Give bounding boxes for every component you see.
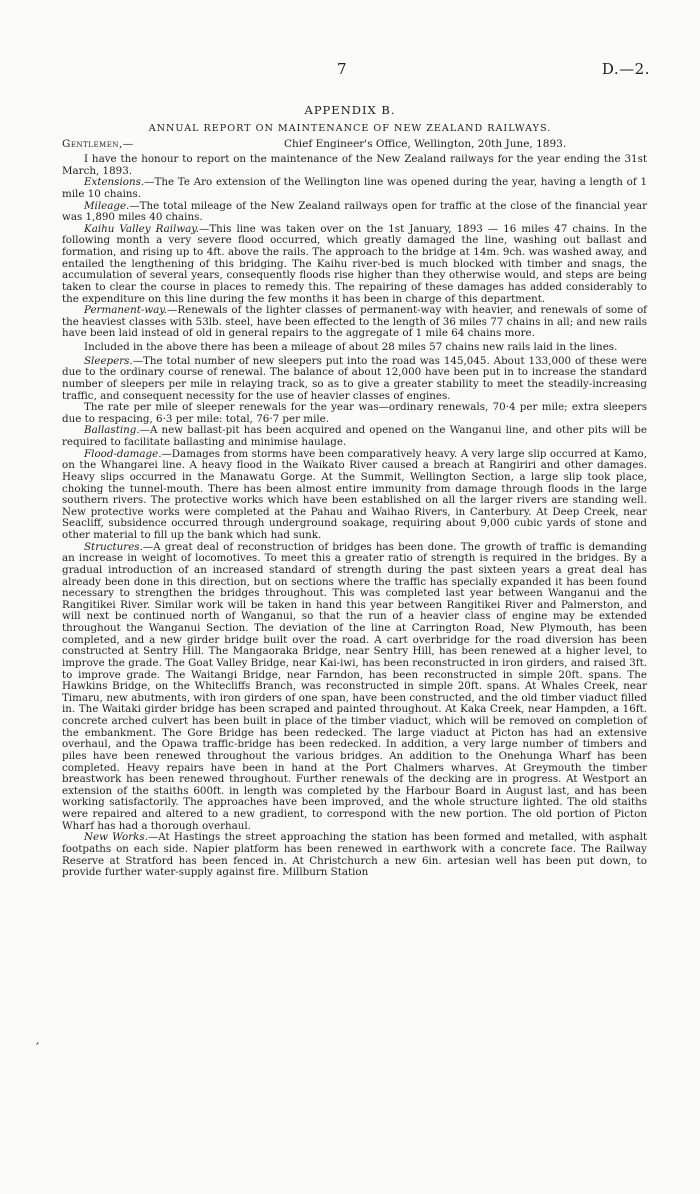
- margin-mark-icon: ′: [36, 1041, 40, 1057]
- paragraph-text: —At Hastings the street approaching the station has been formed and metalled, with asphalt footpaths on each side. Napier platform has been renewed in earthwork with a concrete face. The Railway Reserve at Stratford has been fenced in. At Christchurch a new 6in. artesian well has been put down, to provide further water-supply against fire. Millburn Station: [62, 831, 647, 879]
- paragraph-mileage: [62, 201, 647, 224]
- paragraph-text: The rate per mile of sleeper renewals for the year was—ordinary renewals, 70·4 per mile; extra sleepers due to respacing, 6·3 per mile: total, 76·7 per mile.: [62, 401, 647, 425]
- salutation-row: [62, 138, 642, 153]
- paragraph-kaihu-valley: [62, 224, 647, 305]
- paragraph-sleeper-rate: [62, 402, 647, 425]
- paragraph-text: —The total number of new sleepers put into the road was 145,045. About 133,000 of these were due to the ordinary course of renewal. The balance of about 12,000 have been put in to increase the standard number of sleepers per mile in relaying track, so as to give a greater stability to meet the steadily-increasing traffic, and consequent necessity for the use of heavier classes of engines.: [62, 354, 647, 402]
- paragraph-sleepers: [62, 356, 647, 403]
- report-title: ANNUAL REPORT ON MAINTENANCE OF NEW ZEALAND RAILWAYS.: [148, 123, 552, 134]
- paragraph-text: —Renewals of the lighter classes of permanent-way with heavier, and renewals of some of the heaviest classes with 53lb. steel, have been effected to the length of 36 miles 77 chains in all; and new rails have been laid instead of old in general repairs to the aggregate of 1 mile 64 chains more.: [62, 304, 647, 340]
- document-reference: D.—2.: [601, 60, 650, 78]
- paragraph-heading: New Works.: [84, 831, 148, 844]
- paragraph-heading: Kaihu Valley Railway.: [84, 222, 200, 235]
- running-header: [0, 60, 700, 80]
- paragraph-structures: [62, 542, 647, 833]
- paragraph-heading: Permanent-way.: [84, 304, 168, 317]
- paragraph-heading: Flood-damage.: [84, 447, 162, 460]
- paragraph-text: —The total mileage of the New Zealand railways open for traffic at the close of the financial year was 1,890 miles 40 chains.: [62, 199, 647, 224]
- paragraph-heading: Structures.: [84, 540, 143, 553]
- paragraph-new-works: [62, 832, 647, 879]
- paragraph-heading: Extensions.: [84, 176, 145, 189]
- paragraph-text: Included in the above there has been a mileage of about 28 miles 57 chains new rails laid in the lines.: [84, 341, 618, 353]
- paragraph-extensions: [62, 177, 647, 200]
- paragraph-text: —Damages from storms have been comparatively heavy. A very large slip occurred at Kamo, on the Whangarei line. A heavy flood in the Waikato River caused a breach at Rangiriri and other damages. Heavy slips occurred in the Manawatu Gorge. At the Summit, Wellington Section, a large slip took place, choking the tunnel-mouth. There has been almost entire immunity from damage through floods in the large southern rivers. The protective works which have been established on all the larger rivers are standing well. New protective works were completed at the Pahau and Waihao Rivers, in Canterbury. At Deep Creek, near Seacliff, subsidence occurred through underground soakage, requiring about 9,000 cubic yards of stone and other material to fill up the bank which had sunk.: [62, 447, 647, 541]
- paragraph-text: —A new ballast-pit has been acquired and opened on the Wanganui line, and other pits will be required to facilitate ballasting and minimise haulage.: [62, 424, 647, 448]
- paragraph-new-rails: [62, 342, 647, 354]
- paragraph-ballasting: [62, 425, 647, 448]
- paragraph-permanent-way: [62, 305, 647, 340]
- paragraph-text: —This line was taken over on the 1st January, 1893 — 16 miles 47 chains. In the following month a very severe flood occurred, which greatly damaged the line, washing out ballast and formation, and rising up to 4ft. above the rails. The approach to the bridge at 14m. 9ch. was washed away, and entailed the lengthening of this bridging. The Kaihu river-bed is much blocked with timber and snags, the accumulation of several years, consequently floods rise higher than they otherwise would, and steps are being taken to clear the course in places to remedy this. The repairing of these damages has added considerably to the expenditure on this line during the few months it has been in charge of this department.: [62, 222, 647, 305]
- paragraph-flood-damage: [62, 449, 647, 542]
- office-dateline: Chief Engineer's Office, Wellington, 20th June, 1893.: [284, 138, 567, 150]
- salutation: Gentlemen,—: [62, 138, 134, 150]
- paragraph-text: —The Te Aro extension of the Wellington line was opened during the year, having a length of 1 mile 10 chains.: [62, 176, 647, 200]
- paragraph-heading: Mileage.: [84, 199, 130, 212]
- report-body: [62, 154, 647, 879]
- paragraph-heading: Ballasting.: [84, 424, 140, 437]
- paragraph-text: I have the honour to report on the maintenance of the New Zealand railways for the year ending the 31st March, 1893.: [62, 153, 647, 177]
- paragraph-heading: Sleepers.: [84, 354, 133, 367]
- page-number: 7: [337, 60, 347, 78]
- paragraph-text: —A great deal of reconstruction of bridges has been done. The growth of traffic is demanding an increase in weight of locomotives. To meet this a greater ratio of strength is required in the bridges. By a gradual introduction of an increased standard of strength during the past sixteen years a great deal has already been done in this direction, but on sections where the traffic has specially expanded it has been found necessary to strengthen the bridges throughout. This was completed last year between Wanganui and the Rangitikei River. Similar work will be taken in hand this year between Rangitikei River and Palmerston, and will next be continued north of Wanganui, so that the run of a heavier class of engine may be extended throughout the Wanganui Section. The deviation of the line at Carrington Road, New Plymouth, has been completed, and a new girder bridge built over the road. A cart overbridge for the road diversion has been constructed at Sentry Hill. The Mangaoraka Bridge, near Sentry Hill, has been renewed at a higher level, to improve the grade. The Goat Valley Bridge, near Kai-iwi, has been reconstructed in iron girders, and raised 3ft. to improve grade. The Waitangi Bridge, near Farndon, has been reconstructed in simple 20ft. spans. The Hawkins Bridge, on the Whitecliffs Branch, was reconstructed in simple 20ft. spans. At Whales Creek, near Timaru, new abutments, with iron girders of one span, have been constructed, and the old timber viaduct filled in. The Waitaki girder bridge has been scraped and painted throughout. At Kaka Creek, near Hampden, a 16ft. concrete arched culvert has been built in place of the timber viaduct, which will be removed on completion of the embankment. The Gore Bridge has been redecked. The large viaduct at Picton has had an extensive overhaul, and the Opawa traffic-bridge has been redecked. In addition, a very large number of timbers and piles have been renewed throughout the various bridges. An addition to the Onehunga Wharf has been completed. Heavy repairs have been in hand at the Port Chalmers wharves. At Greymouth the timber breastwork has been renewed throughout. Further renewals of the decking are in progress. At Westport an extension of the staiths 600ft. in length was completed by the Harbour Board in August last, and has been working satisfactorily. The approaches have been improved, and the whole structure lighted. The old staiths were repaired and altered to a new gradient, to correspond with the new portion. The old portion of Picton Wharf has had a thorough overhaul.: [62, 540, 647, 832]
- paragraph-intro: [62, 154, 647, 177]
- appendix-title: APPENDIX B.: [304, 103, 396, 117]
